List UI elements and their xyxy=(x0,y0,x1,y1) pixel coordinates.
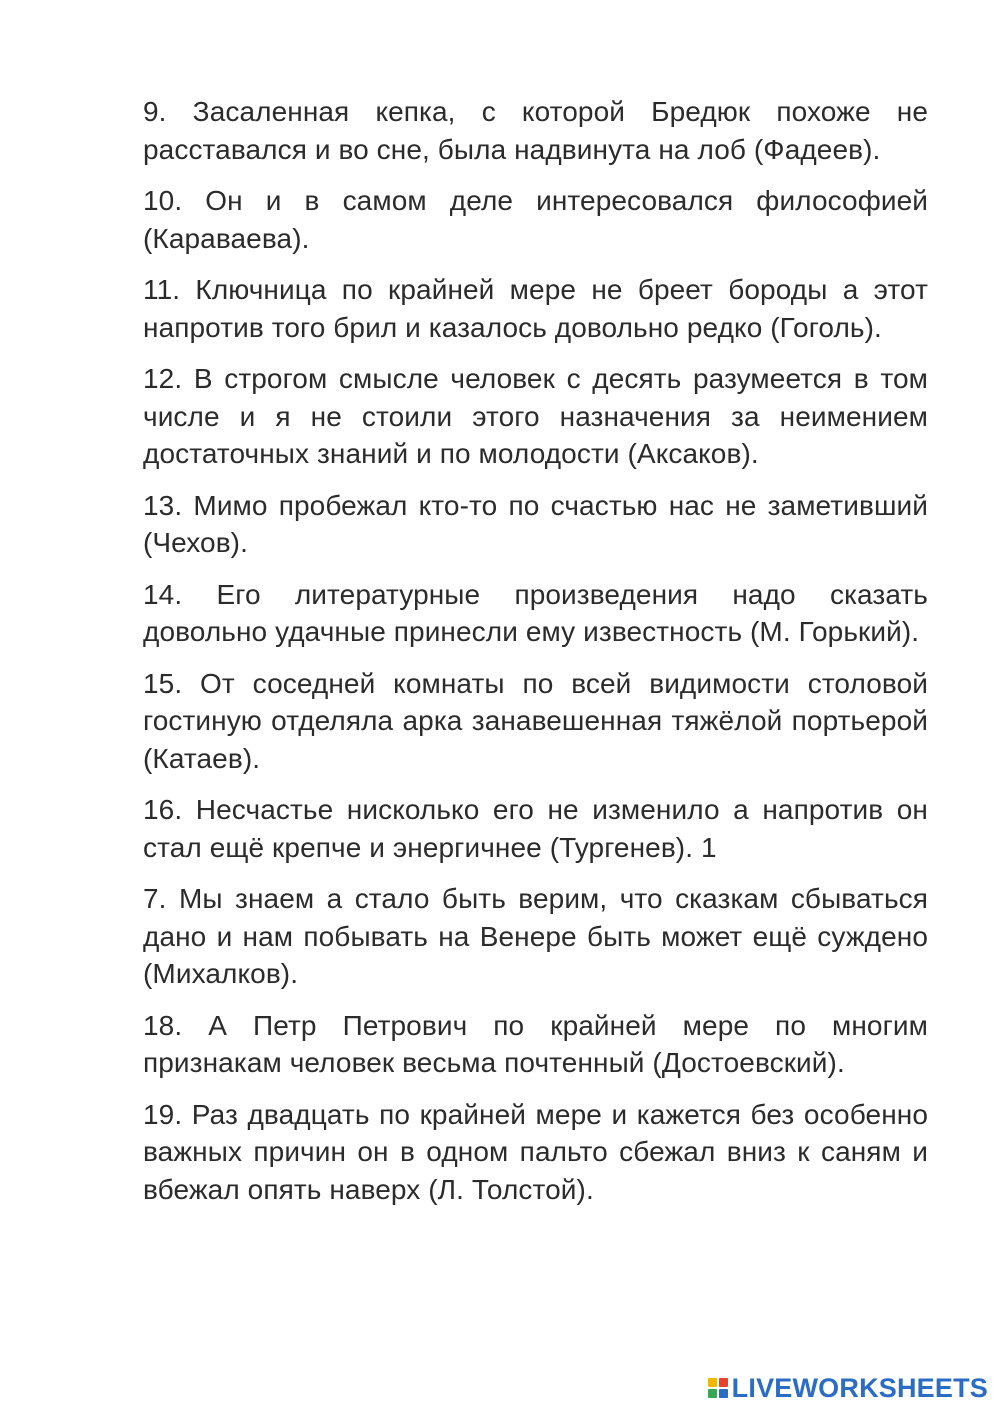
logo-text: LIVEWORKSHEETS xyxy=(731,1372,988,1403)
sentence-16: 16. Несчастье нисколько его не изменило а напротив он стал ещё крепче и энергичнее (Тургенев). 1 xyxy=(143,794,928,863)
sentence-10: 10. Он и в самом деле интересовался философией (Караваева). xyxy=(143,185,928,254)
liveworksheets-logo-icon xyxy=(708,1378,728,1398)
sentence-15: 15. От соседней комнаты по всей видимости столовой гостиную отделяла арка занавешенная тяжёлой портьерой (Катаев). xyxy=(143,667,928,774)
sentence-19: 19. Раз двадцать по крайней мере и кажется без особенно важных причин он в одном пальто сбежал вниз к саням и вбежал опять наверх (Л. Толстой). xyxy=(143,1098,928,1205)
sentence-11: 11. Ключница по крайней мере не бреет бороды а этот напротив того брил и казалось довольно редко (Гоголь). xyxy=(143,274,928,343)
sentence-12: 12. В строгом смысле человек с десять разумеется в том числе и я не стоили этого назначения за неимением достаточных знаний и по молодости (Аксаков). xyxy=(143,363,928,469)
sentence-14: 14. Его литературные произведения надо сказать довольно удачные принесли ему известность (М. Горький). xyxy=(143,578,928,647)
liveworksheets-logo xyxy=(708,1373,988,1403)
logo-block-green xyxy=(708,1389,717,1398)
logo-block-blue xyxy=(719,1389,728,1398)
sentence-13: 13. Мимо пробежал кто-то по счастью нас не заметивший (Чехов). xyxy=(143,489,928,558)
sentence-9: 9. Засаленная кепка, с которой Бредюк похоже не расставался и во сне, была надвинута на лоб (Фадеев). xyxy=(143,96,928,165)
sentence-17: 7. Мы знаем а стало быть верим, что сказкам сбываться дано и нам побывать на Венере быть может ещё суждено (Михалков). xyxy=(143,883,928,989)
exercise-text xyxy=(143,93,928,1222)
sentence-18: 18. А Петр Петрович по крайней мере по многим признакам человек весьма почтенный (Достоевский). xyxy=(143,1009,928,1078)
logo-block-yellow xyxy=(708,1378,717,1387)
logo-block-red xyxy=(719,1378,728,1387)
